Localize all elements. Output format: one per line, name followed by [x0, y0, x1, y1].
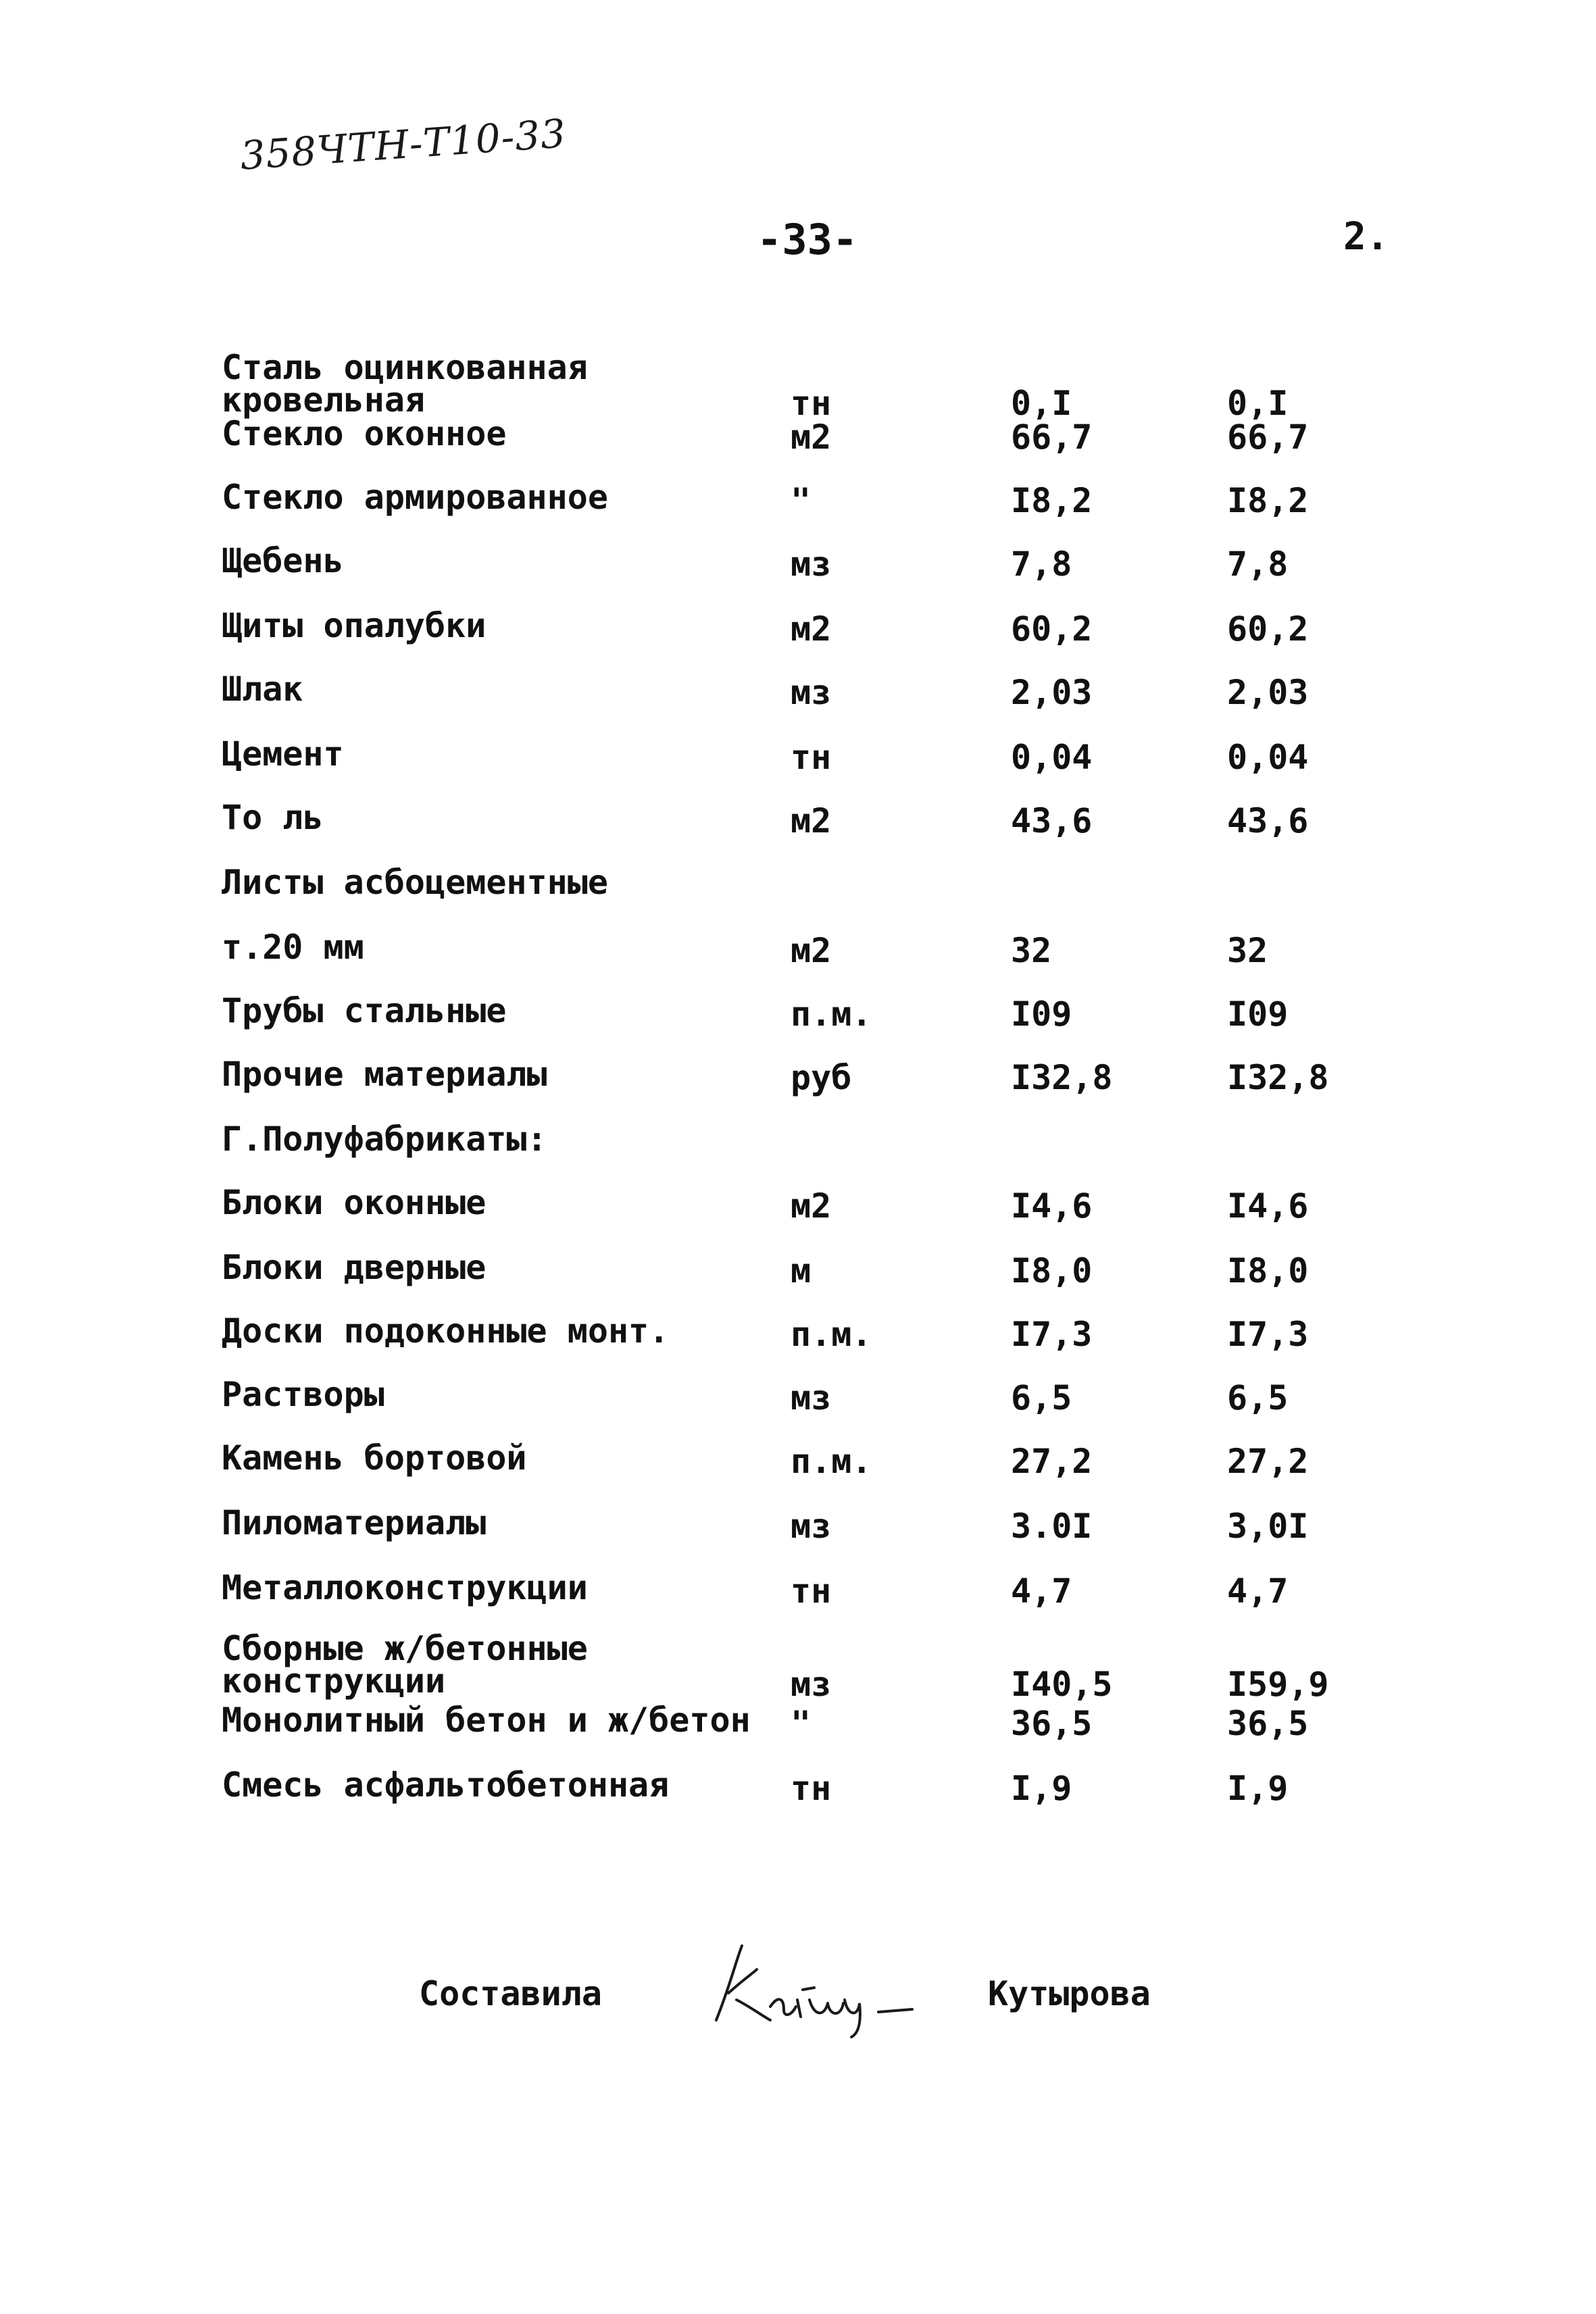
quantity-column-1: I,9: [1011, 1769, 1072, 1808]
unit-of-measure: тн: [791, 738, 832, 777]
quantity-column-1: 0,04: [1011, 738, 1093, 777]
quantity-column-2: 66,7: [1227, 418, 1309, 457]
unit-of-measure: тн: [791, 1571, 832, 1611]
quantity-column-2: I09: [1227, 995, 1289, 1034]
quantity-column-2: 0,04: [1227, 738, 1309, 777]
signer-name: Кутырова: [988, 1974, 1151, 2013]
compiled-by-label: Составила: [419, 1974, 602, 2013]
quantity-column-2: I4,6: [1227, 1186, 1309, 1226]
quantity-column-2: 3,0I: [1227, 1507, 1309, 1546]
quantity-column-2: 7,8: [1227, 545, 1289, 584]
document-code: 358ЧТН-Т10-33: [239, 110, 568, 179]
quantity-column-2: 27,2: [1227, 1442, 1309, 1481]
quantity-column-1: 4,7: [1011, 1571, 1072, 1611]
quantity-column-1: I09: [1011, 995, 1072, 1034]
quantity-column-1: 0,I: [1011, 384, 1072, 423]
quantity-column-2: I32,8: [1227, 1058, 1329, 1097]
material-name: Металлоконструкции: [222, 1568, 588, 1607]
unit-of-measure: м2: [791, 609, 832, 649]
unit-of-measure: мз: [791, 545, 832, 584]
material-name: Монолитный бетон и ж/бетон: [222, 1701, 751, 1740]
quantity-column-2: I,9: [1227, 1769, 1289, 1808]
quantity-column-2: 60,2: [1227, 609, 1309, 649]
unit-of-measure: мз: [791, 1665, 832, 1704]
unit-of-measure: ": [791, 1704, 812, 1743]
unit-of-measure: м: [791, 1251, 812, 1290]
material-name: Трубы стальные: [222, 991, 507, 1030]
signature-block: [419, 1932, 1230, 2040]
quantity-column-2: 0,I: [1227, 384, 1289, 423]
material-name: Блоки оконные: [222, 1183, 487, 1222]
quantity-column-1: 36,5: [1011, 1704, 1093, 1743]
material-name: т.20 мм: [222, 928, 364, 967]
material-name: Блоки дверные: [222, 1248, 487, 1287]
quantity-column-1: I8,0: [1011, 1251, 1093, 1290]
material-name: Щиты опалубки: [222, 606, 487, 645]
quantity-column-2: I7,3: [1227, 1315, 1309, 1354]
material-name: Щебень: [222, 541, 344, 580]
quantity-column-2: 2,03: [1227, 673, 1309, 712]
unit-of-measure: мз: [791, 1378, 832, 1417]
material-name: Стекло армированное: [222, 478, 608, 517]
quantity-column-1: I32,8: [1011, 1058, 1113, 1097]
unit-of-measure: мз: [791, 1507, 832, 1546]
unit-of-measure: п.м.: [791, 995, 872, 1034]
quantity-column-2: 43,6: [1227, 801, 1309, 840]
material-name: Стекло оконное: [222, 414, 507, 453]
unit-of-measure: м2: [791, 418, 832, 457]
quantity-column-2: 6,5: [1227, 1378, 1289, 1417]
quantity-column-1: I7,3: [1011, 1315, 1093, 1354]
material-name: Смесь асфальтобетонная: [222, 1765, 670, 1805]
quantity-column-2: I59,9: [1227, 1665, 1329, 1704]
material-name: Г.Полуфабрикаты:: [222, 1120, 547, 1159]
material-name: Растворы: [222, 1375, 384, 1414]
quantity-column-2: I8,2: [1227, 481, 1309, 520]
material-name: Листы асбоцементные: [222, 863, 608, 902]
material-name: Сталь оцинкованная кровельная: [222, 348, 588, 420]
material-name: Камень бортовой: [222, 1438, 527, 1478]
quantity-column-1: 2,03: [1011, 673, 1093, 712]
material-name: Цемент: [222, 734, 344, 774]
quantity-column-2: 32: [1227, 931, 1268, 970]
quantity-column-2: I8,0: [1227, 1251, 1309, 1290]
handwritten-signature: [689, 1932, 959, 2040]
quantity-column-1: 66,7: [1011, 418, 1093, 457]
material-name: Доски подоконные монт.: [222, 1311, 670, 1351]
quantity-column-1: 32: [1011, 931, 1052, 970]
quantity-column-2: 4,7: [1227, 1571, 1289, 1611]
quantity-column-1: I40,5: [1011, 1665, 1113, 1704]
material-name: Шлак: [222, 670, 303, 709]
unit-of-measure: ": [791, 481, 812, 520]
quantity-column-1: 43,6: [1011, 801, 1093, 840]
quantity-column-1: I8,2: [1011, 481, 1093, 520]
unit-of-measure: м2: [791, 1186, 832, 1226]
quantity-column-1: 6,5: [1011, 1378, 1072, 1417]
unit-of-measure: тн: [791, 1769, 832, 1808]
quantity-column-1: 27,2: [1011, 1442, 1093, 1481]
unit-of-measure: мз: [791, 673, 832, 712]
quantity-column-1: 7,8: [1011, 545, 1072, 584]
material-name: То ль: [222, 798, 324, 837]
material-name: Пиломатериалы: [222, 1503, 487, 1542]
unit-of-measure: м2: [791, 801, 832, 840]
material-name: Сборные ж/бетонные конструкции: [222, 1629, 588, 1701]
unit-of-measure: п.м.: [791, 1315, 872, 1354]
page-number: -33-: [757, 215, 858, 264]
material-name: Прочие материалы: [222, 1055, 547, 1094]
quantity-column-1: 3.0I: [1011, 1507, 1093, 1546]
unit-of-measure: м2: [791, 931, 832, 970]
unit-of-measure: тн: [791, 384, 832, 423]
quantity-column-1: 60,2: [1011, 609, 1093, 649]
quantity-column-1: I4,6: [1011, 1186, 1093, 1226]
unit-of-measure: п.м.: [791, 1442, 872, 1481]
quantity-column-2: 36,5: [1227, 1704, 1309, 1743]
sheet-number: 2.: [1343, 215, 1389, 259]
unit-of-measure: руб: [791, 1058, 852, 1097]
